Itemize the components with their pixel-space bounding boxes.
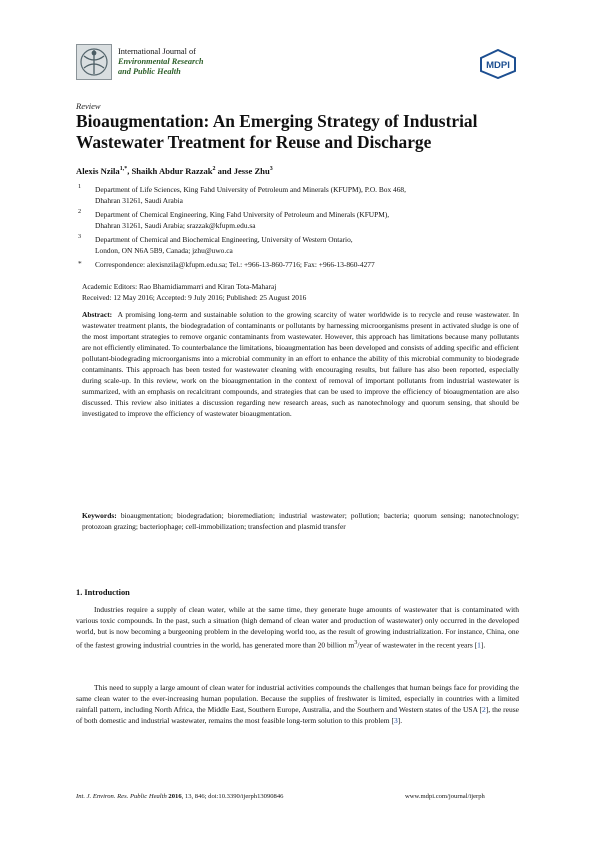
affiliation-text	[95, 184, 525, 206]
author-name: Shaikh Abdur Razzak	[131, 166, 213, 176]
abstract-text: A promising long-term and sustainable solution to the growing scarcity of water worldwide is to recycle and reuse wastewater. In wastewater treatment plants, the biodegradation of contaminants or pollutants by harnessing microorganisms present in activated sludge is one of the most important strategies to remove organic contaminants from wastewater. However, this approach has limitations because many pollutants are not efficiently eliminated. To counterbalance the limitations, bioaugmentation has been developed and consists of adding specific and efficient pollutant-biodegrading microorganisms into a microbial community in an effort to enhance the ability of this microbial community to biodegrade contaminants. This approach has been tested for wastewater cleaning with encouraging results, but failure has also been reported, especially during scale-up. In this review, work on the bioaugmentation in the context of removal of important pollutants from industrial wastewater is summarized, with an emphasis on recalcitrant compounds, and strategies that can be used to improve the efficiency of bioaugmentation are also discussed. This review also initiates a discussion regarding new research areas, such as nanotechnology and quorum sensing, that should be investigated to improve the efficiency of wastewater bioaugmentation.	[82, 310, 519, 419]
correspondence-marker: *	[78, 259, 82, 268]
section-title: 1. Introduction	[76, 588, 130, 597]
paragraph-text: ].	[397, 716, 403, 726]
paragraph-text: /year of wastewater in the recent years [	[357, 640, 478, 650]
citation-link[interactable]: 2	[482, 705, 486, 715]
affiliation-line: Dhahran 31261, Saudi Arabia	[95, 196, 183, 205]
body-paragraph	[76, 604, 519, 651]
affiliation-line: Dhahran 31261, Saudi Arabia; srazzak@kfupm.edu.sa	[95, 221, 256, 230]
author-separator: ,	[127, 166, 132, 176]
footer-journal: Int. J. Environ. Res. Public Health	[76, 793, 167, 800]
footer-volume: , 13, 846; doi:10.3390/ijerph13090846	[181, 793, 284, 800]
affiliation-line: Department of Chemical Engineering, King Fahd University of Petroleum and Minerals (KFUPM),	[95, 210, 390, 219]
affiliation-number: 3	[78, 233, 82, 240]
affiliation-line: Department of Life Sciences, King Fahd University of Petroleum and Minerals (KFUPM), P.O. Box 468,	[95, 185, 406, 194]
footer-url-link[interactable]: www.mdpi.com/journal/ijerph	[405, 793, 485, 800]
unit-superscript: 3	[354, 639, 358, 647]
footer-year: 2016	[168, 793, 182, 800]
keywords-text: bioaugmentation; biodegradation; bioremediation; industrial wastewater; pollution; bacteria; quorum sensing; nanotechnology; protozoan grazing; bacteriophage; cell-immobilization; transfection and plasmid transfer	[82, 511, 519, 532]
mdpi-logo	[478, 49, 518, 79]
author-separator: and	[215, 166, 234, 176]
academic-editors: Academic Editors: Rao Bhamidiammarri and Kiran Tota-Maharaj	[82, 282, 277, 291]
paragraph-text: Industries require a supply of clean water, while at the same time, they generate huge amounts of wastewater that is contaminated with various toxic compounds. In the past, such a situation (high demand of clean water and production of wastewater) only occurred in the developed world, but is now becoming a burgeoning problem in the developing world too, as the result of growing industrialization. For instance, China, one of the fastest growing industrial countries in the world, has generated more than 20 billion m	[76, 605, 519, 650]
journal-name-line3: and Public Health	[118, 67, 181, 77]
affiliation-number: 2	[78, 208, 82, 215]
paragraph-text: ], the reuse of both domestic and industrial wastewater, remains the most feasible long-term solution to this problem [	[76, 705, 519, 726]
abstract	[82, 309, 519, 419]
affiliation-line: Department of Chemical and Biochemical Engineering, University of Western Ontario,	[95, 235, 353, 244]
keywords-label: Keywords:	[82, 511, 117, 520]
journal-name-line2: Environmental Research	[118, 57, 204, 67]
author-affiliation-marker: 3	[269, 166, 273, 173]
affiliation-text	[95, 209, 525, 231]
article-type: Review	[76, 101, 101, 111]
journal-name-line1: International Journal of	[118, 47, 196, 56]
correspondence-text: Correspondence: alexisnzila@kfupm.edu.sa; Tel.: +966-13-860-7716; Fax: +966-13-860-4277	[95, 260, 375, 269]
citation-link[interactable]: 1	[477, 640, 481, 650]
author-name: Alexis Nzila	[76, 166, 120, 176]
affiliation-line: London, ON N6A 5B9, Canada; jzhu@uwo.ca	[95, 246, 233, 255]
paragraph-text: This need to supply a large amount of clean water for industrial activities compounds the challenges that human beings face for providing the same clean water to the ever-increasing human population. Because the supplies of freshwater is limited, especially in countries with a limited rainfall pattern, including North Africa, the Middle East, Southern Europe, Australia, and the Southern and Western states of the USA [	[76, 683, 519, 715]
journal-name	[118, 47, 204, 78]
paper-title: Bioaugmentation: An Emerging Strategy of Industrial Wastewater Treatment for Reuse and Discharge	[76, 111, 478, 152]
author-affiliation-marker: 2	[212, 166, 216, 173]
body-paragraph	[76, 682, 519, 726]
affiliation-number: 1	[78, 183, 82, 190]
author-list	[76, 166, 273, 176]
author-affiliation-marker: 1,*	[119, 166, 128, 173]
affiliation-text	[95, 234, 525, 256]
abstract-label: Abstract:	[82, 310, 113, 319]
paragraph-text: ].	[480, 640, 486, 650]
footer-citation	[76, 793, 283, 800]
citation-link[interactable]: 3	[393, 716, 398, 726]
mdpi-logo-text: MDPI	[486, 60, 510, 71]
keywords	[82, 510, 519, 532]
publication-dates: Received: 12 May 2016; Accepted: 9 July 2016; Published: 25 August 2016	[82, 293, 307, 302]
journal-logo	[76, 44, 112, 80]
author-name: Jesse Zhu	[233, 166, 270, 176]
